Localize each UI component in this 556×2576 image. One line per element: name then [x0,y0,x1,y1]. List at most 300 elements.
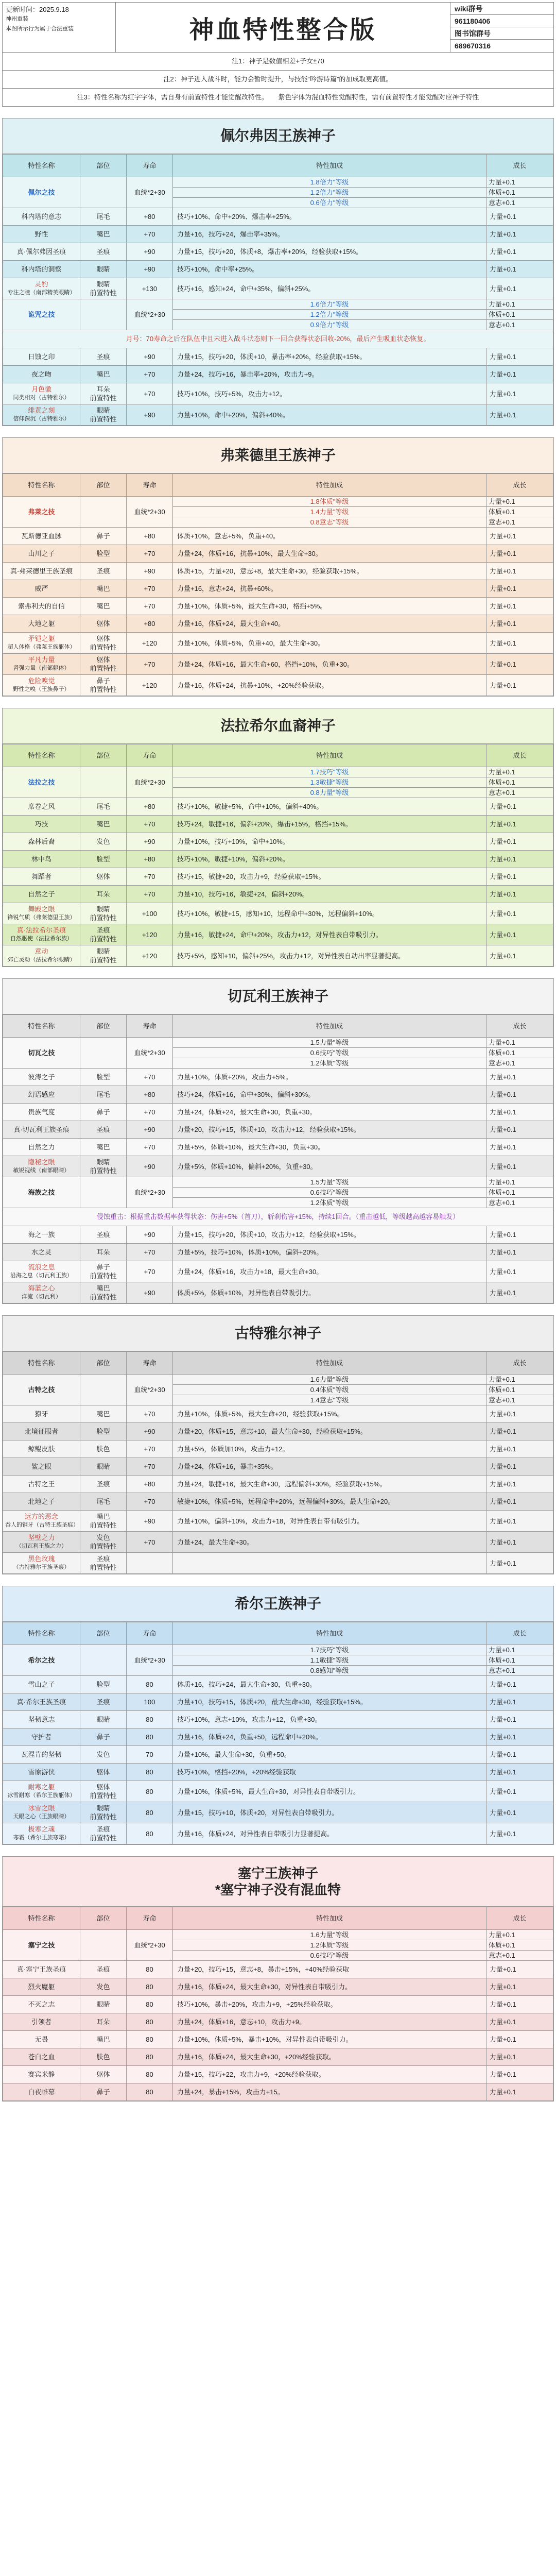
trait-bonus: 力量+15，技巧+20，体质+10，暴击率+20%，经验获取+15%。 [173,348,486,366]
trait-name-cell [3,1553,80,1574]
trait-bonus: 力量+10%，最大生命+30，负重+50。 [173,1746,486,1764]
table-row [3,1978,553,1996]
trait-name-cell [3,924,80,945]
trait-name: 巧技 [3,816,80,833]
trait-name: 黑色玫瑰 [28,1555,55,1563]
trait-life: 80 [127,2048,173,2066]
trait-bonus: 力量+10%，体质+20%，攻击力+5%。 [173,1069,486,1086]
trait-life: +70 [127,1069,173,1086]
table-row [3,1693,553,1711]
col-bonus: 特性加成 [173,1622,486,1645]
section-chevali [2,978,554,1304]
table-row [3,1553,553,1574]
table-row [3,615,553,633]
table-row [3,404,553,426]
growth: 意志+0.1 [486,1058,553,1069]
trait-bonus: 技巧+10%，暴击+20%，攻击力+9，+25%经验获取。 [173,1996,486,2013]
trait-table [3,1907,553,2101]
trait-part: 嘴巴 前置特性 [80,1511,127,1532]
trait-part: 圣痕 [80,1226,127,1244]
trait-bonus: 力量+24，体质+16，抗暴+10%，最大生命+30。 [173,545,486,563]
trait-name: 烈火魔躯 [3,1978,80,1996]
col-growth: 成长 [486,1622,553,1645]
growth: 体质+0.1 [486,1385,553,1395]
prereq: 信仰深沉（古特雅尔） [13,416,70,422]
trait-name: 苍白之血 [3,2048,80,2066]
bonus-line: 0.8力量"等级 [173,788,486,798]
trait-name-cell [3,945,80,967]
col-part: 部位 [80,155,127,177]
trait-name-cell [3,675,80,696]
table-header [3,744,553,767]
table-row [3,1121,553,1139]
trait-part: 发色 前置特性 [80,1532,127,1553]
section-fryderi [2,437,554,697]
part-empty [80,497,127,528]
trait-bonus: 技巧+10%，格挡+20%，+20%经验获取 [173,1764,486,1781]
prereq: 冰雪耐寒（希尔王族躯体） [7,1792,76,1799]
trait-name: 坚韧意志 [3,1711,80,1728]
trait-bonus: 力量+10%，体质+5%，最大生命+30，格挡+5%。 [173,598,486,615]
growth: 力量+0.1 [486,1086,553,1104]
part-empty [80,1177,127,1208]
col-part: 部位 [80,1622,127,1645]
trait-part: 肤色 [80,1440,127,1458]
table-row [3,1139,553,1156]
table-row [3,1930,553,1940]
trait-part: 眼睛 前置特性 [80,1156,127,1177]
growth: 力量+0.1 [486,299,553,310]
trait-part: 躯体 [80,615,127,633]
trait-table [3,1351,553,1574]
bonus-line: 1.4力量"等级 [173,507,486,517]
trait-bonus: 力量+24，体质+16，最大生命+60，格挡+10%，负重+30。 [173,654,486,675]
table-row [3,2083,553,2101]
growth: 力量+0.1 [486,366,553,383]
growth: 力量+0.1 [486,497,553,507]
trait-bonus: 力量+10%，体质+5%，最大生命+30，对异性表自带吸引力。 [173,1781,486,1802]
table-row [3,278,553,299]
prereq: 寒霜（希尔王族寒霜） [13,1835,70,1841]
doc-label: 图书馆群号 [450,27,553,40]
trait-name: 法拉之技 [3,767,80,798]
growth: 力量+0.1 [486,2031,553,2048]
prereq: 洋流（切瓦利） [22,1294,61,1300]
growth: 体质+0.1 [486,1655,553,1666]
col-growth: 成长 [486,1907,553,1930]
table-row [3,497,553,507]
growth: 力量+0.1 [486,798,553,816]
growth: 体质+0.1 [486,777,553,788]
trait-name-cell [3,1823,80,1844]
trait-part: 耳朵 前置特性 [80,383,127,404]
growth: 力量+0.1 [486,1553,553,1574]
growth: 体质+0.1 [486,507,553,517]
table-row [3,868,553,886]
table-row [3,2013,553,2031]
growth: 力量+0.1 [486,816,553,833]
trait-part: 圣痕 [80,1961,127,1978]
trait-bonus: 体质+16，技巧+24，最大生命+30，负重+30。 [173,1676,486,1693]
trait-bonus: 技巧+10%，敏捷+15，感知+10，远程命中+30%，远程偏斜+10%。 [173,903,486,924]
table-row [3,1493,553,1511]
trait-name: 北境征服者 [3,1423,80,1440]
col-bonus: 特性加成 [173,1907,486,1930]
table-row [3,1711,553,1728]
growth: 力量+0.1 [486,1121,553,1139]
trait-name: 平凡力量 [28,656,55,664]
trait-name-cell [3,903,80,924]
table-row [3,903,553,924]
table-row [3,1781,553,1802]
trait-name: 引领者 [3,2013,80,2031]
section-title: 古特雅尔神子 [3,1316,553,1351]
growth: 力量+0.1 [486,886,553,903]
trait-name: 水之灵 [3,1244,80,1261]
trait-name: 守护者 [3,1728,80,1746]
trait-part: 鼻子 前置特性 [80,675,127,696]
trait-bonus: 力量+5%，技巧+10%，体质+10%，偏斜+20%。 [173,1244,486,1261]
trait-name-cell [3,383,80,404]
bonus-line: 1.7技巧"等级 [173,767,486,777]
growth: 力量+0.1 [486,1711,553,1728]
wiki-number[interactable]: 961180406 [450,15,553,27]
header-note-1: 神州重装 [6,16,28,22]
section-title: 佩尔弗因王族神子 [3,118,553,154]
trait-name-cell [3,1781,80,1802]
doc-number[interactable]: 689670316 [455,42,491,50]
trait-name: 北地之子 [3,1493,80,1511]
bonus-line: 1.5力量"等级 [173,1038,486,1048]
header-note-2: 本图所示行为属于合法重装 [6,26,74,32]
trait-name-cell [3,1532,80,1553]
bonus-line: 1.3敏捷"等级 [173,777,486,788]
prereq: 肾强力量（南部躯体） [13,665,70,671]
col-growth: 成长 [486,744,553,767]
section-hill [2,1586,554,1845]
trait-part: 脸型 [80,545,127,563]
col-part: 部位 [80,1352,127,1375]
growth: 力量+0.1 [486,1156,553,1177]
table-row [3,226,553,243]
trait-name: 雪原游侠 [3,1764,80,1781]
growth: 力量+0.1 [486,528,553,545]
growth: 体质+0.1 [486,1940,553,1951]
trait-bonus: 力量+10%，体质+5%，暴击+10%，对异性表自带吸引力。 [173,2031,486,2048]
table-header [3,1015,553,1038]
trait-bonus: 力量+10%，体质+5%，最大生命+20，经验获取+15%。 [173,1405,486,1423]
trait-life: +90 [127,261,173,278]
trait-part: 鼻子 [80,1104,127,1121]
trait-bonus: 力量+16，体质+24，对异性表自带吸引力显著提高。 [173,1823,486,1844]
trait-name: 獠牙 [3,1405,80,1423]
bonus-line: 1.2倍力"等级 [173,188,486,198]
trait-life: +70 [127,868,173,886]
part-empty [80,1375,127,1405]
trait-table [3,1622,553,1844]
table-row [3,2048,553,2066]
growth: 力量+0.1 [486,1458,553,1476]
trait-part: 圣痕 [80,1693,127,1711]
trait-bonus: 技巧+10%，意志+10%，攻击力+12，负重+30。 [173,1711,486,1728]
trait-life: 80 [127,1802,173,1823]
bonus-line: 1.6力量"等级 [173,1930,486,1940]
growth: 力量+0.1 [486,2066,553,2083]
trait-part: 嘴巴 [80,366,127,383]
growth: 力量+0.1 [486,1177,553,1188]
trait-name: 海之一族 [3,1226,80,1244]
trait-life: +70 [127,226,173,243]
prereq: 超人体格（弗莱王族躯体） [7,644,76,650]
trait-life: 血统*2+30 [127,1930,173,1961]
trait-bonus: 力量+20，体质+15，意志+10，最大生命+30，经验获取+15%。 [173,1423,486,1440]
trait-part: 肤色 [80,2048,127,2066]
trait-name: 塞宁之技 [3,1930,80,1961]
growth: 力量+0.1 [486,903,553,924]
growth: 力量+0.1 [486,226,553,243]
growth: 力量+0.1 [486,2083,553,2101]
growth: 力量+0.1 [486,1244,553,1261]
trait-life: +90 [127,404,173,426]
table-row [3,767,553,777]
trait-bonus: 力量+24，技巧+16，暴击率+20%，攻击力+9。 [173,366,486,383]
trait-life: +70 [127,1104,173,1121]
trait-name: 幻语感应 [3,1086,80,1104]
part-empty [80,1645,127,1676]
trait-bonus: 技巧+24，敏捷+16，偏斜+20%，爆击+15%，格挡+15%。 [173,816,486,833]
table-header [3,155,553,177]
trait-life: +80 [127,851,173,868]
growth: 力量+0.1 [486,383,553,404]
trait-name: 威严 [3,580,80,598]
growth: 力量+0.1 [486,615,553,633]
trait-life: +70 [127,1458,173,1476]
growth: 力量+0.1 [486,1375,553,1385]
trait-part: 眼睛 前置特性 [80,278,127,299]
trait-life: +70 [127,545,173,563]
trait-name: 大地之躯 [3,615,80,633]
trait-name: 森林后裔 [3,833,80,851]
trait-table [3,744,553,967]
growth: 力量+0.1 [486,1423,553,1440]
growth: 体质+0.1 [486,310,553,320]
trait-part: 脸型 [80,1069,127,1086]
trait-life: 血统*2+30 [127,767,173,798]
table-row [3,1676,553,1693]
growth: 力量+0.1 [486,1104,553,1121]
trait-name: 古特之王 [3,1476,80,1493]
trait-name: 雪山之子 [3,1676,80,1693]
col-bonus: 特性加成 [173,1015,486,1038]
trait-life: +70 [127,1493,173,1511]
trait-name: 舞殿之眼 [28,905,55,913]
trait-name: 弗莱之技 [3,497,80,528]
trait-bonus: 体质+10%，意志+5%，负重+40。 [173,528,486,545]
trait-life: +90 [127,1121,173,1139]
part-empty [80,767,127,798]
table-row [3,675,553,696]
trait-life: 血统*2+30 [127,299,173,330]
trait-name: 真·佩尔弗因圣痕 [3,243,80,261]
group-info [450,3,553,52]
table-header [3,1907,553,1930]
table-row [3,1440,553,1458]
trait-bonus: 力量+15，技巧+20，体质+10，攻击力+12，经验获取+15%。 [173,1226,486,1244]
trait-part: 嘴巴 [80,580,127,598]
growth: 力量+0.1 [486,654,553,675]
trait-life: +100 [127,903,173,924]
growth: 力量+0.1 [486,1746,553,1764]
trait-name: 野性 [3,226,80,243]
trait-name: 真·塞宁王族圣痕 [3,1961,80,1978]
trait-bonus: 技巧+16，感知+24，命中+35%，偏斜+25%。 [173,278,486,299]
trait-bonus: 力量+5%，体质+10%，最大生命+30，负重+30。 [173,1139,486,1156]
col-name: 特性名称 [3,1352,80,1375]
bonus-line: 1.5力量"等级 [173,1177,486,1188]
trait-part: 脸型 [80,1676,127,1693]
trait-name: 赛宾米静 [3,2066,80,2083]
trait-part: 躯体 [80,868,127,886]
growth: 力量+0.1 [486,278,553,299]
prereq: 敏锐视线（南部眼睛） [13,1167,70,1174]
trait-bonus: 力量+24，暴击+15%，攻击力+15。 [173,2083,486,2101]
trait-bonus: 力量+10%，命中+20%，偏斜+40%。 [173,404,486,426]
trait-life: 70 [127,1746,173,1764]
table-row [3,1458,553,1476]
trait-life: +90 [127,348,173,366]
section-banner: 侵蚀重击：根据重击数据率获得状态：伤害+5%（首刀），斩刹伤害+15%，持续1回合。（重击越低，等级越高越容易触发） [3,1208,553,1226]
trait-life: 80 [127,1961,173,1978]
trait-bonus: 力量+10%，偏斜+10%，攻击力+18，对异性表自带有吸引力。 [173,1511,486,1532]
trait-part: 躯体 [80,1764,127,1781]
trait-name: 科内塔的意志 [3,208,80,226]
trait-part: 圣痕 前置特性 [80,1823,127,1844]
prereq: （古特雅尔王族圣痕） [13,1564,70,1570]
trait-bonus: 技巧+10%，敏捷+10%，偏斜+20%。 [173,851,486,868]
trait-table [3,1014,553,1303]
growth: 意志+0.1 [486,198,553,208]
growth: 力量+0.1 [486,1823,553,1844]
trait-life: 100 [127,1693,173,1711]
table-header [3,1622,553,1645]
trait-name: 耐寒之躯 [28,1783,55,1791]
trait-bonus: 技巧+15，敏捷+20，攻击力+9，经验获取+15%。 [173,868,486,886]
trait-name-cell [3,1156,80,1177]
trait-life: 血统*2+30 [127,1038,173,1069]
trait-bonus: 力量+15，技巧+22，攻击力+9，+20%经验获取。 [173,2066,486,2083]
trait-name: 自然之力 [3,1139,80,1156]
trait-life: 80 [127,1728,173,1746]
trait-life: 80 [127,1978,173,1996]
trait-life: 血统*2+30 [127,177,173,208]
bonus-line: 0.6技巧"等级 [173,1188,486,1198]
col-name: 特性名称 [3,474,80,497]
bonus-line: 0.6技巧"等级 [173,1048,486,1058]
table-row [3,2031,553,2048]
table-row [3,1038,553,1048]
growth: 力量+0.1 [486,1645,553,1655]
trait-name: 危险嗅觉 [28,677,55,685]
prereq: 同类相对（古特雅尔） [13,395,70,401]
growth: 力量+0.1 [486,675,553,696]
trait-life: 80 [127,1996,173,2013]
trait-name: 冰雪之眼 [28,1804,55,1812]
growth: 意志+0.1 [486,1666,553,1676]
growth: 体质+0.1 [486,188,553,198]
table-row [3,924,553,945]
trait-bonus: 力量+20，技巧+15，体质+10，攻击力+12，经验获取+15%。 [173,1121,486,1139]
prereq: 天眼之心（王族眼睛） [13,1814,70,1820]
growth: 力量+0.1 [486,1261,553,1282]
trait-bonus: 技巧+10%、命中+20%、爆击率+25%。 [173,208,486,226]
table-header [3,474,553,497]
prereq: 郊亡灵动（法拉希尔眼睛） [7,957,76,963]
trait-part: 圣痕 [80,348,127,366]
trait-bonus: 力量+24，敏捷+16，最大生命+30，远程偏斜+30%，经验获取+15%。 [173,1476,486,1493]
table-row [3,545,553,563]
section-title: 塞宁王族神子 [237,1866,318,1881]
trait-name: 日蚀之印 [3,348,80,366]
trait-life: +120 [127,633,173,654]
trait-name: 真·法拉希尔圣痕 [16,926,66,934]
growth: 意志+0.1 [486,788,553,798]
bonus-line: 0.8感知"等级 [173,1666,486,1676]
col-bonus: 特性加成 [173,474,486,497]
trait-part: 嘴巴 [80,816,127,833]
trait-bonus: 力量+24，体质+16，意志+10，攻击力+9。 [173,2013,486,2031]
prereq: 锋锐气质（弗莱德里王族） [7,914,76,921]
table-row [3,208,553,226]
section-banner: 月号：70寿命之后在队伍中且未进入战斗状态则下一回合获得状态回收-20%，最后产生吸血状态恢复。 [3,330,553,348]
trait-name: 远方的恶念 [24,1513,58,1520]
col-name: 特性名称 [3,744,80,767]
trait-bonus: 体质+5%，体质+10%，对异性表自带吸引力。 [173,1282,486,1303]
table-row [3,348,553,366]
growth: 力量+0.1 [486,1781,553,1802]
header-left [3,3,116,52]
table-row [3,1069,553,1086]
trait-bonus: 力量+15，技巧+10，体质+20，对异性表自带吸引力。 [173,1802,486,1823]
col-life: 寿命 [127,474,173,497]
trait-name: 波涛之子 [3,1069,80,1086]
col-growth: 成长 [486,1015,553,1038]
col-name: 特性名称 [3,1907,80,1930]
growth: 力量+0.1 [486,598,553,615]
prereq: （切瓦利王族之力） [16,1543,67,1549]
growth: 力量+0.1 [486,545,553,563]
table-row [3,330,553,348]
section-title: 希尔王族神子 [3,1586,553,1622]
growth: 力量+0.1 [486,1693,553,1711]
col-part: 部位 [80,474,127,497]
trait-part: 眼睛 前置特性 [80,903,127,924]
trait-bonus: 敏捷+10%，体质+5%，远程命中+20%，远程偏斜+30%，最大生命+20。 [173,1493,486,1511]
growth: 力量+0.1 [486,2048,553,2066]
table-row [3,1086,553,1104]
bonus-line: 1.4意志"等级 [173,1395,486,1405]
trait-part: 耳朵 [80,886,127,903]
table-row [3,366,553,383]
table-row [3,1746,553,1764]
trait-life: +80 [127,528,173,545]
part-empty [80,1038,127,1069]
table-row [3,563,553,580]
col-life: 寿命 [127,1015,173,1038]
trait-name: 意动 [34,947,48,955]
table-row [3,1764,553,1781]
growth: 力量+0.1 [486,1282,553,1303]
table-row [3,1961,553,1978]
